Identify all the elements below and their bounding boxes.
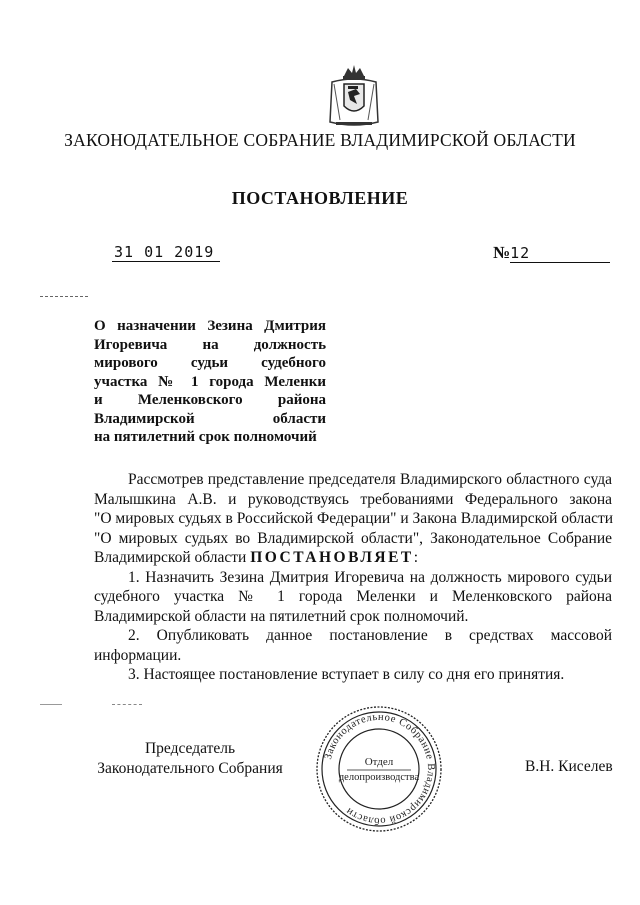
signatory-name: В.Н. Киселев — [525, 758, 613, 775]
preamble-line: Рассмотрев представление председателя Владимирского областного суда — [128, 471, 612, 488]
subject-line: Игоревича на должность — [94, 336, 326, 353]
item2-line: информации. — [94, 646, 182, 664]
position-line: Председатель — [144, 740, 236, 757]
document-date: 31 01 2019 — [112, 243, 220, 262]
item1-line: судебного участка № 1 города Меленки и Меленковского района — [94, 588, 612, 605]
subject-line: О назначении Зезина Дмитрия — [94, 318, 326, 334]
margin-mark — [112, 704, 142, 705]
resolves-colon: : — [413, 549, 419, 566]
signatory-position — [90, 739, 290, 779]
preamble-line: "О мировых судьях во Владимирской области", Законодательное Собрание — [94, 529, 612, 547]
preamble-line: Малышкина А.В. и руководствуясь требованиями Федерального закона — [94, 490, 612, 508]
coat-of-arms-icon — [326, 62, 382, 130]
resolves-word: ПОСТАНОВЛЯЕТ — [250, 549, 414, 566]
subject-line: мирового судьи судебного — [94, 355, 326, 371]
document-subject — [94, 317, 326, 447]
margin-mark — [40, 704, 62, 705]
number-sign: № — [493, 243, 511, 262]
stamp-center-line: Отдел — [364, 756, 394, 768]
subject-line: участка № 1 города Меленки — [94, 373, 326, 390]
official-stamp — [314, 704, 444, 834]
stamp-ring-text: Законодательное Собрание Владимирской области — [323, 711, 437, 827]
subject-line: и Меленковского района — [94, 392, 326, 408]
preamble-last-line — [94, 548, 612, 568]
preamble-text: Владимирской области — [94, 549, 251, 566]
position-line: Законодательного Собрания — [97, 760, 283, 777]
item3-line: 3. Настоящее постановление вступает в силу со дня его принятия. — [128, 666, 565, 683]
document-body — [94, 470, 612, 685]
organization-title: ЗАКОНОДАТЕЛЬНОЕ СОБРАНИЕ ВЛАДИМИРСКОЙ ОБЛАСТИ — [64, 130, 576, 150]
margin-mark — [40, 296, 88, 297]
item1-line: 1. Назначить Зезина Дмитрия Игоревича на должность мирового судьи — [128, 568, 612, 586]
document-type: ПОСТАНОВЛЕНИЕ — [231, 188, 409, 208]
subject-line: на пятилетний срок полномочий — [94, 429, 317, 445]
number-value: 12 — [510, 244, 610, 263]
stamp-center-line: делопроизводства — [338, 772, 420, 783]
item2-line: 2. Опубликовать данное постановление в средствах массовой — [128, 627, 612, 644]
subject-line: Владимирской области — [94, 410, 326, 427]
document-number — [493, 243, 610, 263]
preamble-line: "О мировых судьях в Российской Федерации" и Закона Владимирской области — [94, 510, 614, 527]
item1-line: Владимирской области на пятилетний срок полномочий. — [94, 607, 469, 625]
